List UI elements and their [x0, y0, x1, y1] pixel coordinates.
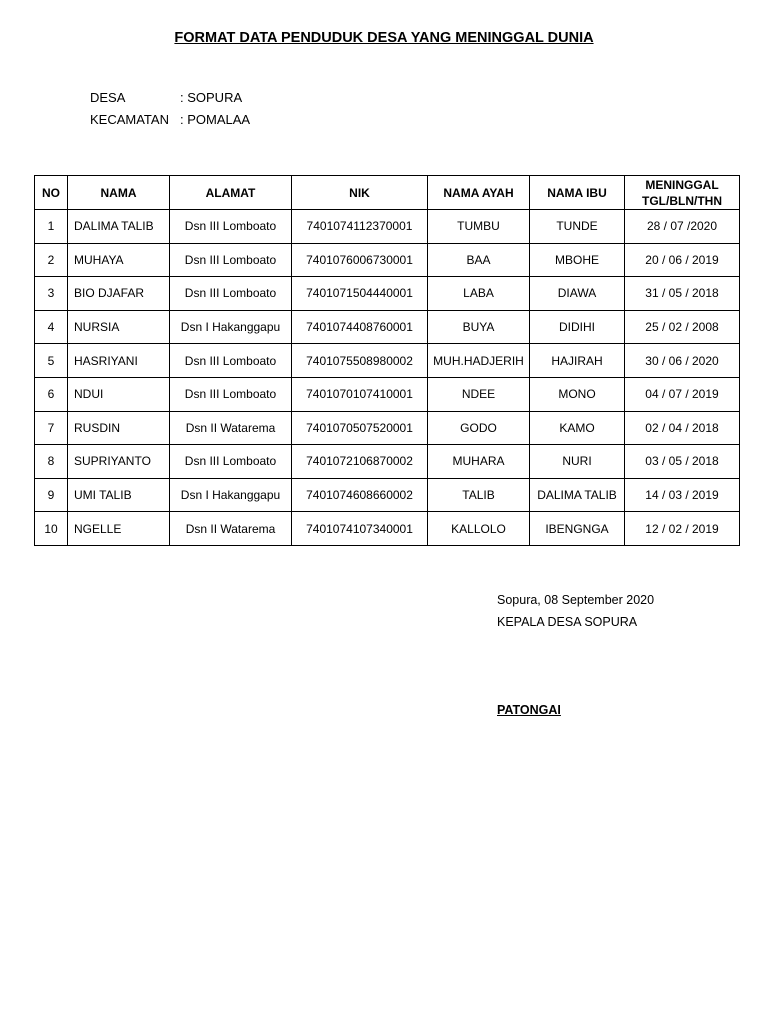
- header-alamat: ALAMAT: [170, 176, 292, 210]
- cell-nama-ibu: DIAWA: [530, 277, 625, 311]
- cell-nama-ibu: DALIMA TALIB: [530, 478, 625, 512]
- cell-nik: 7401071504440001: [292, 277, 428, 311]
- cell-no: 1: [35, 210, 68, 244]
- cell-tanggal: 03 / 05 / 2018: [625, 445, 740, 479]
- meta-kecamatan: [90, 112, 250, 127]
- cell-nama-ibu: TUNDE: [530, 210, 625, 244]
- cell-nama-ayah: NDEE: [428, 377, 530, 411]
- cell-tanggal: 31 / 05 / 2018: [625, 277, 740, 311]
- cell-tanggal: 25 / 02 / 2008: [625, 310, 740, 344]
- cell-no: 3: [35, 277, 68, 311]
- cell-nama-ayah: KALLOLO: [428, 512, 530, 546]
- cell-nama-ibu: MONO: [530, 377, 625, 411]
- cell-nik: 7401074112370001: [292, 210, 428, 244]
- signature-name: PATONGAI: [497, 703, 561, 717]
- table-row: [35, 512, 740, 546]
- cell-tanggal: 12 / 02 / 2019: [625, 512, 740, 546]
- cell-no: 10: [35, 512, 68, 546]
- meta-kecamatan-value: : POMALAA: [180, 112, 251, 127]
- cell-nik: 7401076006730001: [292, 243, 428, 277]
- cell-nama-ibu: IBENGNGA: [530, 512, 625, 546]
- cell-nama-ayah: TUMBU: [428, 210, 530, 244]
- cell-nama-ayah: BAA: [428, 243, 530, 277]
- cell-nama-ibu: NURI: [530, 445, 625, 479]
- cell-nama: NDUI: [68, 377, 170, 411]
- cell-nama-ayah: TALIB: [428, 478, 530, 512]
- cell-no: 9: [35, 478, 68, 512]
- cell-alamat: Dsn III Lomboato: [170, 277, 292, 311]
- header-meninggal-line1: MENINGGAL: [645, 177, 719, 192]
- header-nik: NIK: [292, 176, 428, 210]
- table-row: [35, 445, 740, 479]
- cell-tanggal: 28 / 07 /2020: [625, 210, 740, 244]
- cell-no: 2: [35, 243, 68, 277]
- header-nama-ayah: NAMA AYAH: [428, 176, 530, 210]
- cell-alamat: Dsn II Watarema: [170, 512, 292, 546]
- document-title: FORMAT DATA PENDUDUK DESA YANG MENINGGAL DUNIA: [174, 30, 594, 46]
- table-row: [35, 344, 740, 378]
- meta-desa-value: : SOPURA: [180, 90, 243, 105]
- cell-nama: NURSIA: [68, 310, 170, 344]
- cell-nik: 7401074608660002: [292, 478, 428, 512]
- cell-nama: UMI TALIB: [68, 478, 170, 512]
- cell-no: 8: [35, 445, 68, 479]
- meta-kecamatan-label: KECAMATAN: [90, 112, 169, 127]
- cell-tanggal: 02 / 04 / 2018: [625, 411, 740, 445]
- cell-nama: SUPRIYANTO: [68, 445, 170, 479]
- cell-nama-ayah: MUH.HADJERIH: [428, 344, 530, 378]
- cell-nama-ibu: HAJIRAH: [530, 344, 625, 378]
- table-row: [35, 243, 740, 277]
- table-header-row: [35, 176, 740, 210]
- header-nama: NAMA: [68, 176, 170, 210]
- signature-position: KEPALA DESA SOPURA: [497, 615, 638, 629]
- cell-nik: 7401070107410001: [292, 377, 428, 411]
- deceased-table: [34, 175, 740, 546]
- cell-nama: NGELLE: [68, 512, 170, 546]
- cell-alamat: Dsn II Watarema: [170, 411, 292, 445]
- table-row: [35, 277, 740, 311]
- cell-no: 4: [35, 310, 68, 344]
- cell-nama-ibu: MBOHE: [530, 243, 625, 277]
- cell-nama-ayah: LABA: [428, 277, 530, 311]
- cell-nama: RUSDIN: [68, 411, 170, 445]
- header-nama-ibu: NAMA IBU: [530, 176, 625, 210]
- meta-desa: [90, 90, 242, 105]
- cell-tanggal: 20 / 06 / 2019: [625, 243, 740, 277]
- cell-no: 6: [35, 377, 68, 411]
- cell-nama-ibu: KAMO: [530, 411, 625, 445]
- cell-nik: 7401072106870002: [292, 445, 428, 479]
- header-no: NO: [35, 176, 68, 210]
- cell-nama-ayah: GODO: [428, 411, 530, 445]
- cell-alamat: Dsn I Hakanggapu: [170, 478, 292, 512]
- cell-nama: BIO DJAFAR: [68, 277, 170, 311]
- header-meninggal-line2: TGL/BLN/THN: [642, 193, 722, 208]
- cell-nama: DALIMA TALIB: [68, 210, 170, 244]
- cell-nik: 7401075508980002: [292, 344, 428, 378]
- cell-nik: 7401074408760001: [292, 310, 428, 344]
- cell-alamat: Dsn III Lomboato: [170, 377, 292, 411]
- cell-tanggal: 04 / 07 / 2019: [625, 377, 740, 411]
- cell-alamat: Dsn III Lomboato: [170, 243, 292, 277]
- meta-desa-label: DESA: [90, 90, 126, 105]
- table-row: [35, 478, 740, 512]
- cell-tanggal: 30 / 06 / 2020: [625, 344, 740, 378]
- cell-alamat: Dsn III Lomboato: [170, 445, 292, 479]
- cell-alamat: Dsn I Hakanggapu: [170, 310, 292, 344]
- cell-tanggal: 14 / 03 / 2019: [625, 478, 740, 512]
- cell-nama-ibu: DIDIHI: [530, 310, 625, 344]
- cell-no: 5: [35, 344, 68, 378]
- cell-no: 7: [35, 411, 68, 445]
- cell-nama-ayah: BUYA: [428, 310, 530, 344]
- cell-alamat: Dsn III Lomboato: [170, 210, 292, 244]
- signature-place-date: Sopura, 08 September 2020: [497, 593, 655, 607]
- cell-nik: 7401070507520001: [292, 411, 428, 445]
- cell-nama-ayah: MUHARA: [428, 445, 530, 479]
- cell-alamat: Dsn III Lomboato: [170, 344, 292, 378]
- header-meninggal: [625, 176, 740, 210]
- table-row: [35, 377, 740, 411]
- table-row: [35, 210, 740, 244]
- table-row: [35, 310, 740, 344]
- table-row: [35, 411, 740, 445]
- cell-nama: HASRIYANI: [68, 344, 170, 378]
- cell-nama: MUHAYA: [68, 243, 170, 277]
- cell-nik: 7401074107340001: [292, 512, 428, 546]
